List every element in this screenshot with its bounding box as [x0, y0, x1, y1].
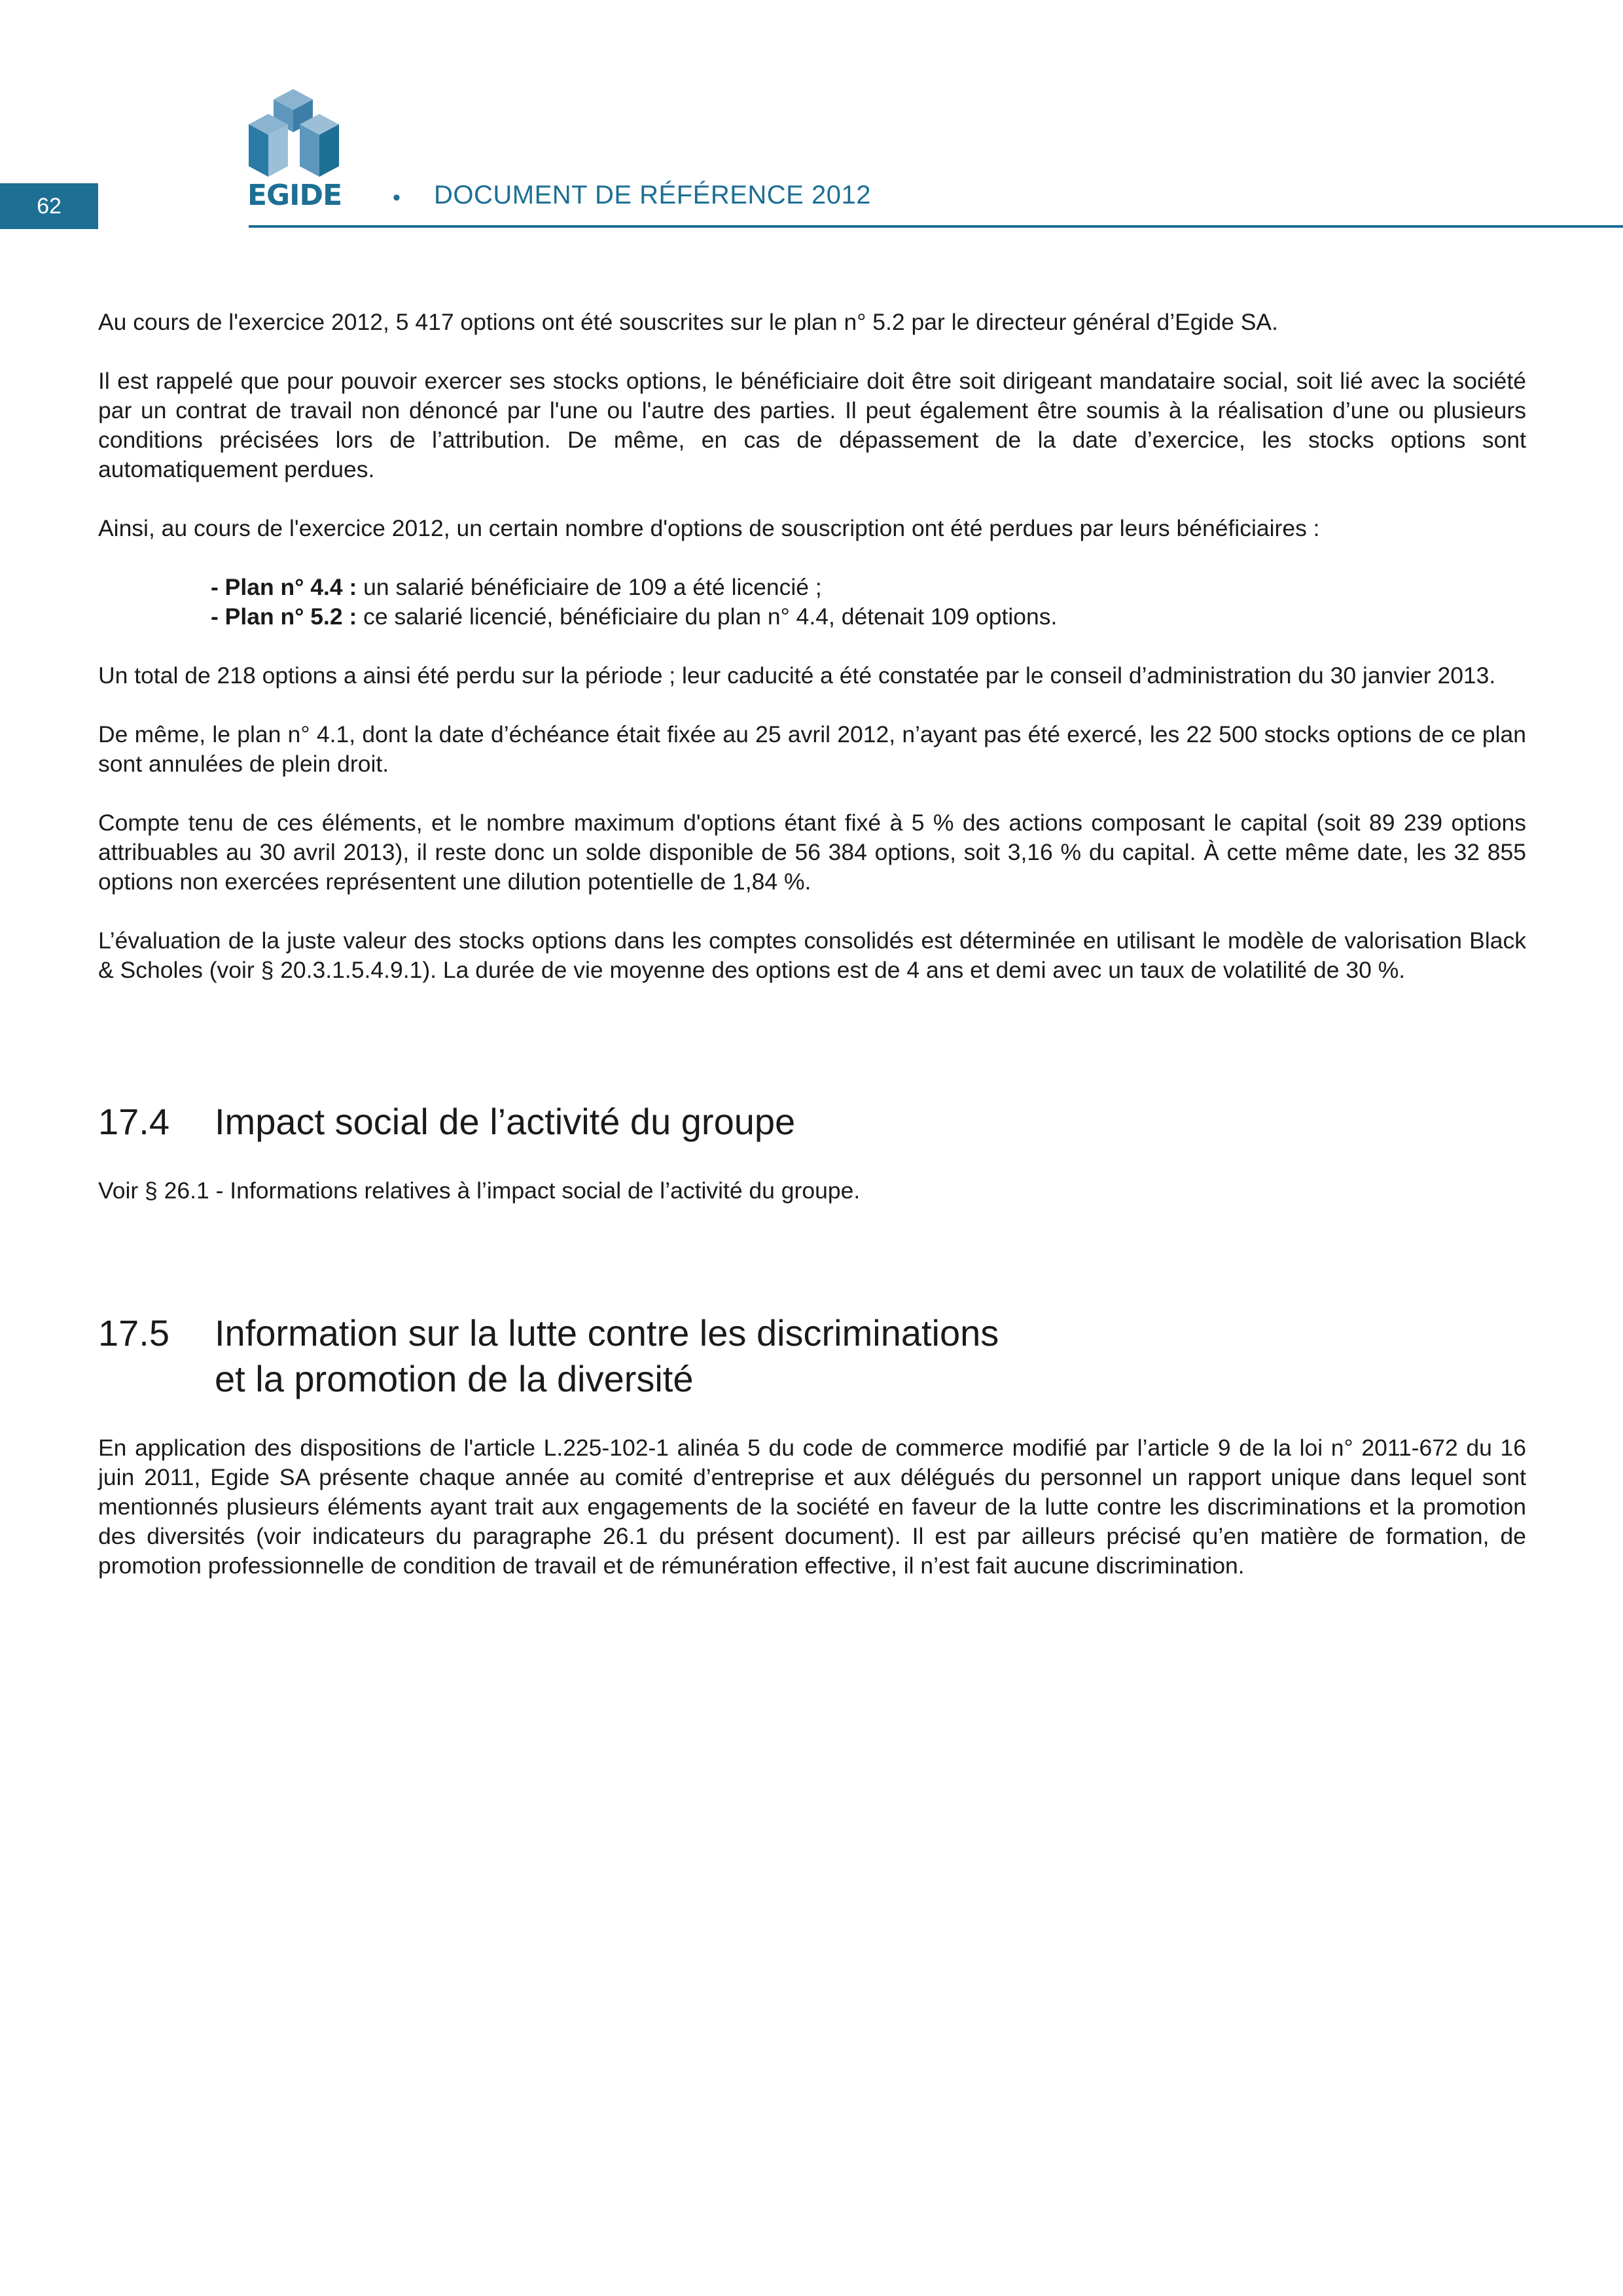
lost-options-list [98, 573, 1526, 632]
paragraph-exercise-conditions: Il est rappelé que pour pouvoir exercer ses stocks options, le bénéficiaire doit être soit dirigeant mandataire social, soit lié avec la société par un contrat de travail non dénoncé par l'une ou l'autre des parties. Il peut également être soumis à la réalisation d’une ou plusieurs conditions précisées lors de l’attribution. De même, en cas de dépassement de la date d’exercice, les stocks options sont automatiquement perdues. [98, 368, 1526, 482]
section-title-line: et la promotion de la diversité [215, 1358, 694, 1399]
list-item-label: - Plan n° 5.2 : [211, 603, 357, 630]
paragraph-total-lost: Un total de 218 options a ainsi été perdu sur la période ; leur caducité a été constatée par le conseil d’administration du 30 janvier 2013. [98, 662, 1496, 689]
section-number: 17.4 [98, 1101, 169, 1142]
paragraph-plan-cancelled: De même, le plan n° 4.1, dont la date d’échéance était fixée au 25 avril 2012, n’ayant pas été exercé, les 22 500 stocks options de ce plan sont annulées de plein droit. [98, 721, 1526, 777]
header-separator: • [393, 185, 401, 210]
logo-wordmark: EGIDE [247, 179, 342, 209]
egide-logo [247, 85, 365, 209]
section-heading-17-4 [98, 1099, 1526, 1145]
section-title [215, 1310, 999, 1402]
document-title: DOCUMENT DE RÉFÉRENCE 2012 [434, 181, 871, 209]
paragraph-fair-value: L’évaluation de la juste valeur des stocks options dans les comptes consolidés est déterminée en utilisant le modèle de valorisation Black & Scholes (voir § 20.3.1.5.4.9.1). La durée de vie moyenne des options est de 4 ans et demi avec un taux de volatilité de 30 %. [98, 927, 1526, 983]
page-number-label: 62 [37, 193, 62, 219]
paragraph-available-balance: Compte tenu de ces éléments, et le nombre maximum d'options étant fixé à 5 % des actions composant le capital (soit 89 239 options attribuables au 30 avril 2013), il reste donc un solde disponible de 56 384 options, soit 3,16 % du capital. À cette même date, les 32 855 options non exercées représentent une dilution potentielle de 1,84 %. [98, 810, 1526, 895]
list-item-text: un salarié bénéficiaire de 109 a été licencié ; [357, 574, 822, 600]
list-item [211, 573, 1526, 602]
page-number [0, 183, 98, 229]
paragraph-options-lost-intro: Ainsi, au cours de l'exercice 2012, un certain nombre d'options de souscription ont été perdues par leurs bénéficiaires : [98, 515, 1320, 541]
paragraph-options-subscribed: Au cours de l'exercice 2012, 5 417 options ont été souscrites sur le plan n° 5.2 par le directeur général d’Egide SA. [98, 309, 1278, 335]
paragraph-discrimination: En application des dispositions de l'article L.225-102-1 alinéa 5 du code de commerce modifié par l’article 9 de la loi n° 2011-672 du 16 juin 2011, Egide SA présente chaque année au comité d’entreprise et aux délégués du personnel un rapport unique dans lequel sont mentionnés plusieurs éléments ayant trait aux engagements de la société en faveur de la lutte contre les discriminations et la promotion des diversités (voir indicateurs du paragraphe 26.1 du présent document). Il est par ailleurs précisé qu’en matière de formation, de promotion professionnelle de condition de travail et de rémunération effective, il n’est fait aucune discrimination. [98, 1435, 1526, 1579]
section-title: Impact social de l’activité du groupe [215, 1101, 796, 1142]
header-rule [249, 225, 1623, 228]
section-title-line: Information sur la lutte contre les discriminations [215, 1312, 999, 1354]
paragraph-social-impact: Voir § 26.1 - Informations relatives à l’impact social de l’activité du groupe. [98, 1177, 861, 1204]
list-item [211, 602, 1526, 632]
list-item-label: - Plan n° 4.4 : [211, 574, 357, 600]
section-number: 17.5 [98, 1312, 169, 1354]
page-body [98, 308, 1526, 1610]
list-item-text: ce salarié licencié, bénéficiaire du plan n° 4.4, détenait 109 options. [357, 603, 1058, 630]
section-heading-17-5 [98, 1310, 1526, 1402]
